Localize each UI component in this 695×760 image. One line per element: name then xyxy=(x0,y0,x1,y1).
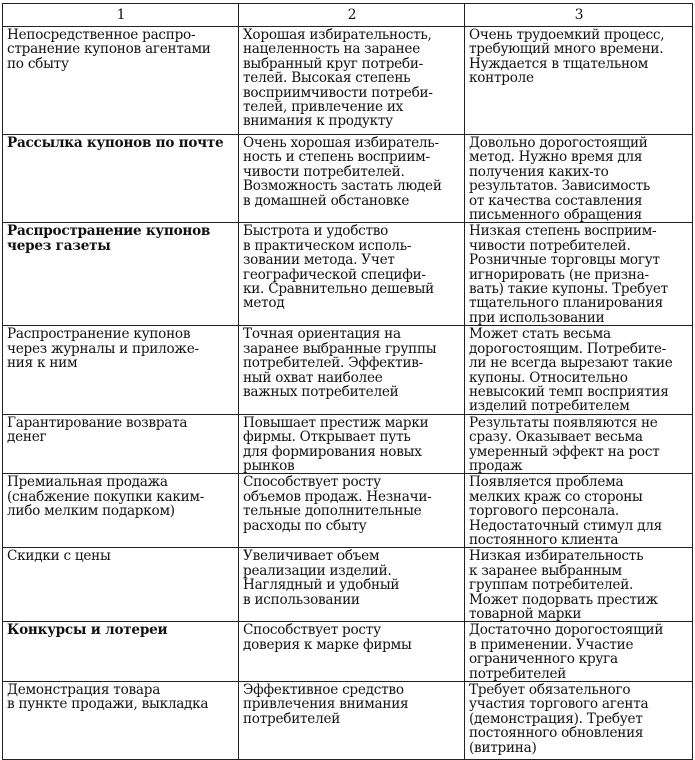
disadvantages-cell xyxy=(465,474,693,548)
disadvantages-cell xyxy=(465,622,693,682)
cell-text: Требует обязательного участия торгового агента (демонстрация). Требует постоянного обновления (витрина) xyxy=(469,682,649,756)
advantages-cell xyxy=(239,135,465,223)
cell-text: Рассылка купонов по почте xyxy=(7,135,224,151)
method-cell xyxy=(3,548,239,622)
advantages-cell xyxy=(239,548,465,622)
table-row xyxy=(3,135,693,223)
table-row xyxy=(3,622,693,682)
advantages-cell xyxy=(239,223,465,326)
advantages-cell xyxy=(239,474,465,548)
disadvantages-cell xyxy=(465,682,693,760)
cell-text: Способствует росту доверия к марке фирмы xyxy=(243,622,412,653)
disadvantages-cell xyxy=(465,27,693,135)
advantages-cell xyxy=(239,682,465,760)
method-cell xyxy=(3,414,239,474)
method-cell xyxy=(3,474,239,548)
cell-text: Хорошая избирательность, нацеленность на заранее выбранный круг потреби- телей. Высокая степень восприимчивости потреби- телей, привлечение их внимания к продукту xyxy=(243,27,433,130)
document-table-container xyxy=(2,3,692,756)
cell-text: Премиальная продажа (снабжение покупки каким- либо мелким подарком) xyxy=(7,474,205,520)
disadvantages-cell xyxy=(465,223,693,326)
method-cell xyxy=(3,27,239,135)
cell-text: Способствует росту объемов продаж. Незначи- тельные дополнительные расходы по сбыту xyxy=(243,474,432,534)
cell-text: Непосредственное распро- странение купонов агентами по сбыту xyxy=(7,27,211,72)
cell-text: Низкая степень восприим- чивости потребителей. Розничные торговцы могут игнорировать (не призна- вать) такие купоны. Требует тщательного планирования при использовании xyxy=(469,223,668,326)
cell-text: Увеличивает объем реализации изделий. Наглядный и удобный в использовании xyxy=(243,548,400,608)
cell-text: Точная ориентация на заранее выбранные группы потребителей. Эффектив- ный охват наиболее важных потребителей xyxy=(243,326,437,400)
disadvantages-cell xyxy=(465,548,693,622)
cell-text: Быстрота и удобство в практическом исполь- зовании метода. Учет географической специфи- ки. Сравнительно дешевый метод xyxy=(243,223,434,312)
advantages-cell xyxy=(239,326,465,414)
cell-text: Может стать весьма дорогостоящим. Потребите- ли не всегда вырезают такие купоны. Относительно невысокий темп восприятия изделий потребителем xyxy=(469,326,673,415)
table-row xyxy=(3,548,693,622)
column-header-1: 1 xyxy=(3,4,239,27)
cell-text: Эффективное средство привлечения внимания потребителей xyxy=(243,682,409,727)
cell-text: Достаточно дорогостоящий в применении. Участие ограниченного круга потребителей xyxy=(469,622,664,682)
cell-text: Очень хорошая избиратель- ность и степень восприим- чивости потребителей. Возможность застать людей в домашней обстановке xyxy=(243,135,442,209)
method-cell xyxy=(3,622,239,682)
cell-text: Результаты появляются не сразу. Оказывает весьма умеренный эффект на рост продаж xyxy=(469,414,660,474)
method-cell xyxy=(3,326,239,414)
method-cell xyxy=(3,682,239,760)
disadvantages-cell xyxy=(465,414,693,474)
disadvantages-cell xyxy=(465,326,693,414)
cell-text: Повышает престиж марки фирмы. Открывает путь для формирования новых рынков xyxy=(243,414,429,474)
cell-text: Распространение купонов через газеты xyxy=(7,223,211,254)
table-row xyxy=(3,326,693,414)
table-row xyxy=(3,27,693,135)
table-row xyxy=(3,682,693,760)
column-header-3: 3 xyxy=(465,4,693,27)
cell-text: Демонстрация товара в пункте продажи, выкладка xyxy=(7,682,209,713)
table-body xyxy=(3,27,693,760)
table-row xyxy=(3,223,693,326)
advantages-cell xyxy=(239,27,465,135)
promotion-methods-table xyxy=(2,3,693,760)
cell-text: Скидки с цены xyxy=(7,548,111,565)
table-row xyxy=(3,474,693,548)
cell-text: Появляется проблема мелких краж со стороны торгового персонала. Недостаточный стимул для постоянного клиента xyxy=(469,474,662,548)
method-cell xyxy=(3,135,239,223)
cell-text: Гарантирование возврата денег xyxy=(7,414,188,446)
cell-text: Низкая избирательность к заранее выбранным группам потребителей. Может подорвать престиж товарной марки xyxy=(469,548,658,622)
disadvantages-cell xyxy=(465,135,693,223)
advantages-cell xyxy=(239,622,465,682)
column-header-2: 2 xyxy=(239,4,465,27)
table-header-row xyxy=(3,4,693,27)
table-row xyxy=(3,414,693,474)
cell-text: Конкурсы и лотереи xyxy=(7,622,168,639)
cell-text: Очень трудоемкий процесс, требующий много времени. Нуждается в тщательном контроле xyxy=(469,27,665,87)
advantages-cell xyxy=(239,414,465,474)
cell-text: Распространение купонов через журналы и приложе- ния к ним xyxy=(7,326,199,372)
cell-text: Довольно дорогостоящий метод. Нужно время для получения каких-то результатов. Зависимость от качества составления письменного обращения xyxy=(469,135,651,223)
method-cell xyxy=(3,223,239,326)
